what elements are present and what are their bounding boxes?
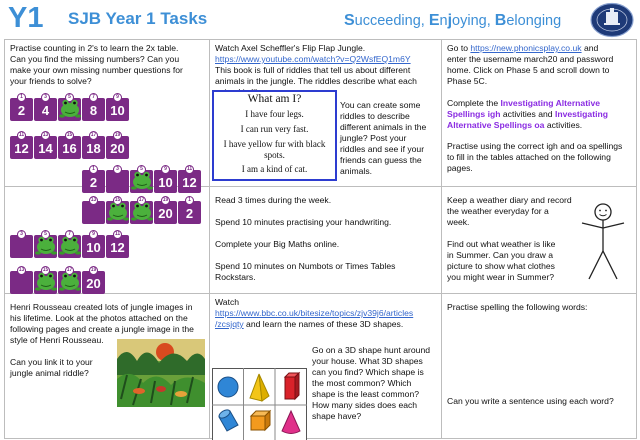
shape-hunt-line: the most common? Which: [312, 378, 412, 388]
tile-small-number: 15: [42, 267, 49, 273]
reading-item: Complete your Big Maths online.: [215, 239, 340, 249]
tile-number: 10: [110, 103, 125, 118]
tile-small-number: 7: [89, 93, 98, 102]
tile-small-number: 5: [65, 93, 74, 102]
phonics-text-line: Phase 5C.: [447, 76, 488, 86]
riddle-line: spots.: [264, 150, 285, 160]
weather-line: you might wear in Summer?: [447, 272, 554, 282]
tile-number: 2: [17, 103, 26, 118]
art-line: style of Henri Rousseau.: [10, 335, 104, 345]
riddle-line: I have yellow fur with black: [223, 139, 326, 149]
tile-number: 18: [86, 141, 101, 156]
riddle-side-line: animals.: [340, 166, 372, 176]
tile-small-number: 11: [18, 132, 25, 138]
jungle-riddles-cell: [210, 40, 442, 187]
phonics-cell: [442, 40, 637, 187]
number-tile: [178, 197, 201, 224]
oa-activity-link-cont[interactable]: Alternative Spellings oa: [447, 120, 545, 130]
tile-small-number: 15: [66, 132, 73, 138]
stick-figure-icon: [577, 201, 629, 283]
cuboid-icon: [285, 373, 299, 399]
frog-icon: [59, 97, 81, 119]
riddle-line: I am a kind of cat.: [241, 164, 308, 174]
tile-small-number: 17: [138, 197, 145, 203]
tile-small-number: 15: [114, 197, 121, 203]
frog-icon: [131, 200, 153, 222]
art-line: Henri Rousseau created lots of jungle images in: [10, 302, 193, 312]
riddle-side-line: riddles to describe: [340, 111, 410, 121]
number-tile: [58, 132, 81, 159]
tile-small-number: 11: [114, 231, 121, 237]
tile-number: 10: [158, 175, 173, 190]
bitesize-link-cont[interactable]: /zcsjqty: [215, 319, 244, 329]
igh-activity-link-cont[interactable]: Spellings igh: [447, 109, 501, 119]
motto-text: elonging: [506, 13, 562, 29]
tile-number: 2: [185, 206, 194, 221]
tile-small-number: 1: [89, 165, 98, 174]
reading-cell: [210, 187, 442, 294]
tile-small-number: 13: [18, 267, 25, 273]
number-tile: [106, 231, 129, 258]
art-question: jungle animal riddle?: [10, 368, 89, 378]
number-tile: [106, 94, 129, 121]
number-tile: [82, 132, 105, 159]
number-tile: [10, 267, 33, 294]
frog-icon: [107, 200, 129, 222]
tile-number: 12: [110, 240, 125, 255]
phonics-practise-line: to fill in the tables attached on the following: [447, 152, 611, 162]
igh-activity-link[interactable]: Investigating Alternative: [500, 98, 601, 108]
phonics-text-line: home. Click on Phase 5 and scroll down to: [447, 65, 610, 75]
tile-small-number: 17: [66, 267, 73, 273]
reading-item: Read 3 times during the week.: [215, 195, 332, 205]
weather-line: Find out what weather is like: [447, 239, 556, 249]
tile-small-number: 19: [114, 132, 121, 138]
tile-small-number: 19: [90, 267, 97, 273]
riddle-line: I can run very fast.: [240, 124, 309, 134]
phonics-complete-line: Alternative Spellings oa activities.: [447, 120, 583, 130]
number-tile: [82, 267, 105, 294]
oa-activity-link[interactable]: Investigating: [554, 109, 608, 119]
shapes-cell: [210, 294, 442, 439]
motto-initial: B: [494, 12, 507, 29]
weather-line: the weather everyday for a: [447, 206, 549, 216]
jungle-text-line: animals in the jungle. The riddles describe what each: [215, 76, 417, 86]
tile-number: 12: [14, 141, 29, 156]
reading-item: Rockstars.: [215, 272, 256, 282]
shape-hunt-line: shape have?: [312, 411, 362, 421]
tile-small-number: 17: [90, 132, 97, 138]
number-tile: [154, 197, 177, 224]
number-tile: [34, 132, 57, 159]
motto-text: n: [439, 13, 448, 29]
frog-icon: [35, 234, 57, 256]
number-tile: [10, 132, 33, 159]
reading-item: Spend 10 minutes practising your handwriting.: [215, 217, 392, 227]
number-tile: [10, 94, 33, 121]
phonics-text-line: enter the username march20 and password: [447, 54, 614, 64]
riddle-side-line: riddles and see if your: [340, 144, 425, 154]
tile-number: 10: [86, 240, 101, 255]
tile-small-number: 3: [113, 165, 122, 174]
motto-text: oying,: [452, 13, 495, 29]
phonicsplay-link[interactable]: https://new.phonicsplay.co.uk: [470, 43, 582, 53]
youtube-link[interactable]: https://www.youtube.com/watch?v=Q2WsfEQ1m6Y: [215, 54, 411, 64]
tile-small-number: 1: [17, 93, 26, 102]
riddle-line: I have four legs.: [245, 109, 304, 119]
phonics-complete-line: Spellings igh activities and Investigating: [447, 109, 608, 119]
weather-line: picture to show what clothes: [447, 261, 555, 271]
task-grid: [4, 39, 637, 439]
tile-number: 20: [86, 276, 101, 291]
tile-small-number: 19: [162, 197, 169, 203]
weather-line: in Summer. Can you draw a: [447, 250, 554, 260]
riddle-side-line: You can create some: [340, 100, 421, 110]
sphere-icon: [218, 377, 238, 397]
number-tile: [106, 132, 129, 159]
shape-hunt-line: shape is the least common?: [312, 389, 420, 399]
tile-number: 20: [110, 141, 125, 156]
number-tile: [34, 94, 57, 121]
shape-hunt-line: can you find? Which shape is: [312, 367, 424, 377]
motto-initial: S: [344, 12, 355, 29]
tile-small-number: 3: [17, 230, 26, 239]
page-header: [0, 0, 640, 38]
art-line: his lifetime. Look at the photos attached on the: [10, 313, 188, 323]
number-tile: [10, 231, 33, 258]
tile-number: 8: [89, 103, 98, 118]
3d-shapes-grid: [212, 368, 307, 440]
tile-number: 4: [41, 103, 50, 118]
art-cell: [5, 294, 210, 439]
tile-small-number: 3: [41, 93, 50, 102]
motto-initial: j: [447, 12, 453, 29]
tile-number: 20: [158, 206, 173, 221]
jungle-watch-line: Watch Axel Scheffler's Flip Flap Jungle.: [215, 43, 366, 53]
phonics-complete-line: Complete the Investigating Alternative: [447, 98, 601, 108]
maths-counting-cell-lower: [5, 187, 210, 294]
bitesize-link[interactable]: https://www.bbc.co.uk/bitesize/topics/zjv39j6/articles: [215, 308, 414, 318]
tile-small-number: 5: [137, 165, 146, 174]
tile-small-number: 13: [42, 132, 49, 138]
phonics-practise-line: pages.: [447, 163, 473, 173]
art-line: following pages and create a jungle image in the: [10, 324, 194, 334]
year-label: Y1: [8, 2, 44, 34]
maths-text-line: Practise counting in 2's to learn the 2x table.: [10, 43, 179, 53]
tile-small-number: 13: [90, 197, 97, 203]
weather-cell: [442, 187, 637, 294]
tile-small-number: 1: [185, 196, 194, 205]
tile-number: 12: [182, 175, 197, 190]
motto-initial: E: [428, 12, 440, 29]
frog-icon: [35, 270, 57, 292]
tile-small-number: 9: [113, 93, 122, 102]
number-tile: [82, 94, 105, 121]
tile-small-number: 5: [41, 230, 50, 239]
tile-number: 14: [38, 141, 53, 156]
riddle-side-line: different animals in the: [340, 122, 427, 132]
rousseau-jungle-painting: [117, 339, 205, 407]
weather-line: week.: [447, 217, 470, 227]
riddle-side-line: friends can guess the: [340, 155, 422, 165]
riddle-box: [212, 90, 337, 181]
shape-hunt-line: How many sides does each: [312, 400, 418, 410]
tile-small-number: 9: [89, 230, 98, 239]
bitesize-link-line: /zcsjqty and learn the names of these 3D shapes.: [215, 319, 404, 329]
spelling-cell: [442, 294, 637, 439]
spelling-intro: Practise spelling the following words:: [447, 302, 588, 312]
riddle-side-line: jungle? Post your: [340, 133, 407, 143]
school-motto: [344, 12, 561, 30]
frog-icon: [59, 234, 81, 256]
phonics-line-1: Go to https://new.phonicsplay.co.uk and: [447, 43, 599, 53]
phonics-practise-line: Practise using the correct igh and oa spellings: [447, 141, 623, 151]
frog-icon: [59, 270, 81, 292]
shapes-watch-label: Watch: [215, 297, 240, 307]
maths-counting-cell: [5, 40, 210, 190]
tile-small-number: 11: [186, 166, 193, 172]
riddle-title: What am I?: [247, 93, 302, 105]
number-tile: [82, 231, 105, 258]
tile-number: 16: [62, 141, 77, 156]
motto-text: ucceeding,: [354, 13, 429, 29]
page-title: SJB Year 1 Tasks: [68, 9, 208, 28]
shape-hunt-line: Go on a 3D shape hunt around: [312, 345, 431, 355]
maths-text-line: make your own missing number questions for: [10, 65, 183, 75]
weather-line: Keep a weather diary and record: [447, 195, 572, 205]
reading-item: Spend 10 minutes on Numbots or Times Tables: [215, 261, 396, 271]
tile-number: 2: [89, 175, 98, 190]
cube-icon: [251, 411, 270, 430]
maths-text-line: Can you find the missing numbers? Can you: [10, 54, 180, 64]
school-crest-logo: [589, 2, 635, 38]
shape-hunt-line: your house. What 3D shapes: [312, 356, 423, 366]
maths-text-line: your friends to solve?: [10, 76, 92, 86]
tile-small-number: 7: [65, 230, 74, 239]
tile-small-number: 9: [161, 165, 170, 174]
number-tile: [82, 197, 105, 224]
spelling-outro: Can you write a sentence using each word?: [447, 396, 614, 406]
jungle-text-line: This book is full of riddles that tell us about different: [215, 65, 411, 75]
art-question: Can you link it to your: [10, 357, 93, 367]
